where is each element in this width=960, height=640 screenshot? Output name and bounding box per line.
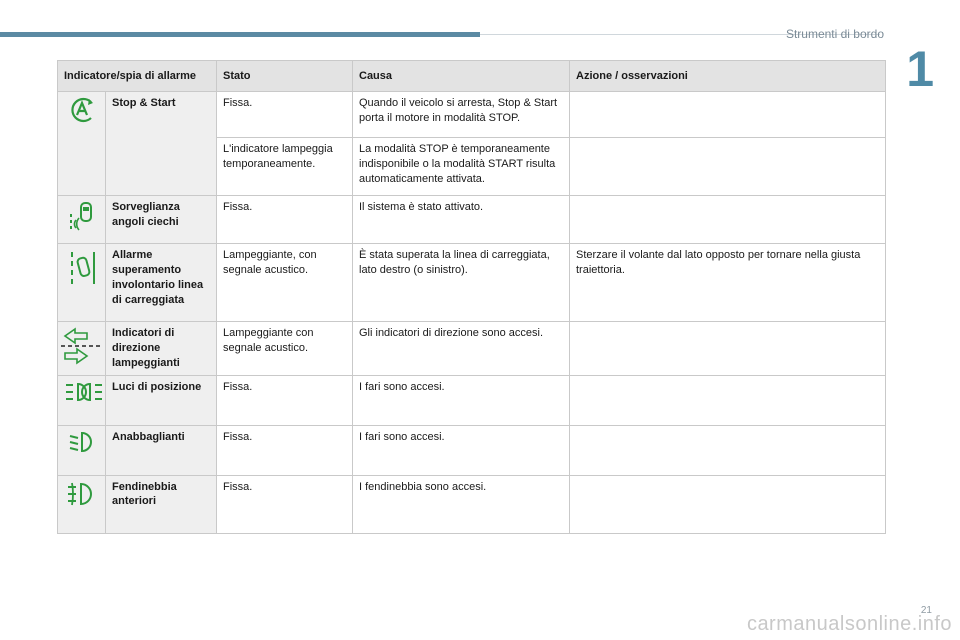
indicator-state: Fissa.: [217, 196, 353, 244]
indicator-name: Allarme superamento involontario linea di carreggiata: [106, 244, 217, 322]
indicator-state: Fissa.: [217, 375, 353, 425]
indicator-cause: I fendinebbia sono accesi.: [353, 475, 570, 533]
col-header-indicator: Indicatore/spia di allarme: [58, 61, 217, 92]
indicator-state: Lampeggiante, con segnale acustico.: [217, 244, 353, 322]
indicator-cause: È stata superata la linea di carreggiata, lato destro (o sinistro).: [353, 244, 570, 322]
indicator-action: [570, 322, 886, 376]
indicator-name: Indicatori di direzione lampeggianti: [106, 322, 217, 376]
section-title: Strumenti di bordo: [785, 27, 884, 41]
indicator-action: [570, 196, 886, 244]
indicator-cause: I fari sono accesi.: [353, 375, 570, 425]
indicator-action: [570, 375, 886, 425]
col-header-state: Stato: [217, 61, 353, 92]
table-row: [58, 375, 886, 425]
table-row: [58, 322, 886, 376]
indicator-cause: Gli indicatori di direzione sono accesi.: [353, 322, 570, 376]
indicator-name: Luci di posizione: [106, 375, 217, 425]
col-header-action: Azione / osservazioni: [570, 61, 886, 92]
table-row: [58, 244, 886, 322]
indicator-action: [570, 475, 886, 533]
indicator-name: Anabbaglianti: [106, 425, 217, 475]
indicator-cause: La modalità STOP è temporaneamente indisponibile o la modalità START risulta automaticamente attivata.: [353, 138, 570, 196]
table-header-row: [58, 61, 886, 92]
table-row: [58, 475, 886, 533]
lane-departure-icon: [64, 248, 99, 286]
table-row: [58, 92, 886, 138]
indicator-name: Sorveglianza angoli ciechi: [106, 196, 217, 244]
indicator-action: [570, 92, 886, 138]
watermark: carmanualsonline.info: [746, 613, 952, 635]
indicator-state: Fissa.: [217, 425, 353, 475]
table-row: [58, 425, 886, 475]
indicator-state: Lampeggiante con segnale acustico.: [217, 322, 353, 376]
indicator-state: L'indicatore lampeggia temporaneamente.: [217, 138, 353, 196]
indicator-cause: Il sistema è stato attivato.: [353, 196, 570, 244]
table-row: [58, 196, 886, 244]
page-number: 21: [920, 605, 932, 616]
indicator-cause: Quando il veicolo si arresta, Stop & Start porta il motore in modalità STOP.: [353, 92, 570, 138]
indicator-action: [570, 425, 886, 475]
warning-lights-table: [57, 60, 886, 534]
auto-start-stop-icon: [64, 96, 99, 124]
turn-signal-icon: [58, 326, 105, 366]
header-accent-bar: [0, 32, 480, 37]
chapter-number: 1: [906, 41, 934, 97]
indicator-action: [570, 138, 886, 196]
indicator-name: Fendinebbia anteriori: [106, 475, 217, 533]
indicator-cause: I fari sono accesi.: [353, 425, 570, 475]
blind-spot-icon: [64, 200, 99, 234]
indicator-name: Stop & Start: [106, 92, 217, 196]
low-beam-icon: [64, 430, 99, 454]
indicator-action: Sterzare il volante dal lato opposto per tornare nella giusta traiettoria.: [570, 244, 886, 322]
col-header-cause: Causa: [353, 61, 570, 92]
position-lights-icon: [64, 380, 99, 404]
indicator-state: Fissa.: [217, 475, 353, 533]
indicator-state: Fissa.: [217, 92, 353, 138]
front-fog-icon: [64, 480, 99, 508]
